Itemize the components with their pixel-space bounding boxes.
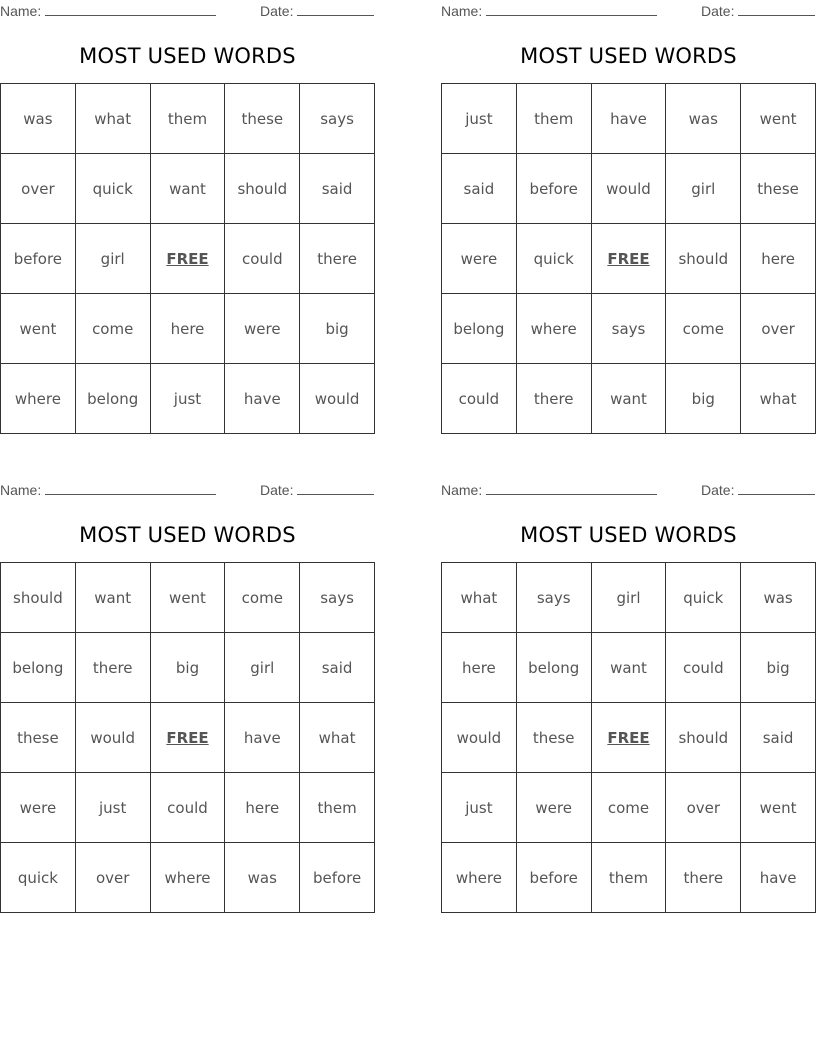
grid-row — [1, 294, 375, 364]
grid-cell: says — [591, 294, 666, 364]
grid-cell: would — [442, 703, 517, 773]
grid-cell: quick — [516, 224, 591, 294]
date-field — [701, 482, 815, 498]
grid-cell: were — [516, 773, 591, 843]
name-blank-line — [45, 482, 216, 495]
grid-row — [442, 294, 816, 364]
grid-cell: want — [591, 633, 666, 703]
grid-cell: come — [591, 773, 666, 843]
grid-cell: have — [591, 84, 666, 154]
grid-cell: went — [1, 294, 76, 364]
grid-cell: were — [442, 224, 517, 294]
grid-cell: them — [300, 773, 375, 843]
date-label: Date: — [260, 3, 294, 19]
name-field — [0, 3, 216, 19]
date-label: Date: — [701, 482, 735, 498]
grid-cell: could — [666, 633, 741, 703]
grid-cell: where — [442, 843, 517, 913]
grid-cell: over — [666, 773, 741, 843]
grid-cell: what — [741, 364, 816, 434]
grid-cell: these — [1, 703, 76, 773]
grid-cell: over — [75, 843, 150, 913]
grid-row — [442, 773, 816, 843]
grid-cell: should — [225, 154, 300, 224]
grid-cell: have — [741, 843, 816, 913]
grid-cell: were — [1, 773, 76, 843]
grid-row — [1, 84, 375, 154]
grid-row — [1, 364, 375, 434]
grid-cell: here — [442, 633, 517, 703]
grid-cell: these — [225, 84, 300, 154]
grid-cell: said — [741, 703, 816, 773]
date-blank-line — [297, 482, 374, 495]
grid-cell: these — [741, 154, 816, 224]
grid-cell: would — [591, 154, 666, 224]
grid-cell: girl — [225, 633, 300, 703]
grid-cell: big — [741, 633, 816, 703]
grid-cell: would — [300, 364, 375, 434]
date-label: Date: — [260, 482, 294, 498]
grid-cell: said — [300, 633, 375, 703]
grid-cell: should — [1, 563, 76, 633]
grid-cell: where — [1, 364, 76, 434]
name-label: Name: — [0, 3, 42, 19]
grid-cell: was — [225, 843, 300, 913]
grid-cell: them — [591, 843, 666, 913]
card-title: MOST USED WORDS — [520, 44, 737, 68]
grid-cell: could — [442, 364, 517, 434]
free-space-cell: FREE — [591, 224, 666, 294]
bingo-card-3 — [0, 479, 375, 899]
name-label: Name: — [0, 482, 42, 498]
grid-cell: went — [150, 563, 225, 633]
grid-cell: belong — [516, 633, 591, 703]
bingo-grid — [0, 83, 375, 434]
grid-row — [1, 563, 375, 633]
grid-cell: before — [516, 843, 591, 913]
grid-cell: should — [666, 224, 741, 294]
bingo-grid — [441, 562, 816, 913]
grid-row — [442, 563, 816, 633]
grid-row — [442, 633, 816, 703]
grid-cell: quick — [666, 563, 741, 633]
grid-cell: were — [225, 294, 300, 364]
grid-cell: big — [150, 633, 225, 703]
bingo-card-1 — [0, 0, 375, 420]
name-blank-line — [45, 3, 216, 16]
grid-cell: says — [300, 84, 375, 154]
grid-row — [1, 843, 375, 913]
grid-cell: was — [666, 84, 741, 154]
grid-cell: was — [1, 84, 76, 154]
date-field — [260, 482, 374, 498]
grid-cell: come — [225, 563, 300, 633]
grid-cell: there — [75, 633, 150, 703]
bingo-grid — [0, 562, 375, 913]
grid-cell: big — [666, 364, 741, 434]
grid-cell: here — [150, 294, 225, 364]
grid-cell: before — [300, 843, 375, 913]
grid-cell: said — [442, 154, 517, 224]
grid-cell: quick — [1, 843, 76, 913]
free-space-cell: FREE — [150, 224, 225, 294]
name-blank-line — [486, 3, 657, 16]
grid-cell: over — [1, 154, 76, 224]
grid-cell: big — [300, 294, 375, 364]
date-blank-line — [738, 3, 815, 16]
name-label: Name: — [441, 482, 483, 498]
grid-cell: what — [442, 563, 517, 633]
grid-cell: before — [516, 154, 591, 224]
grid-cell: could — [225, 224, 300, 294]
date-label: Date: — [701, 3, 735, 19]
grid-cell: just — [442, 773, 517, 843]
grid-cell: just — [150, 364, 225, 434]
grid-cell: just — [75, 773, 150, 843]
grid-cell: said — [300, 154, 375, 224]
grid-cell: want — [591, 364, 666, 434]
grid-cell: where — [516, 294, 591, 364]
bingo-card-4 — [441, 479, 816, 899]
grid-cell: quick — [75, 154, 150, 224]
grid-cell: there — [516, 364, 591, 434]
grid-cell: here — [225, 773, 300, 843]
grid-cell: want — [75, 563, 150, 633]
grid-cell: says — [516, 563, 591, 633]
date-blank-line — [738, 482, 815, 495]
grid-row — [442, 84, 816, 154]
grid-row — [1, 633, 375, 703]
grid-cell: just — [442, 84, 517, 154]
grid-row — [1, 703, 375, 773]
grid-cell: want — [150, 154, 225, 224]
grid-cell: there — [300, 224, 375, 294]
grid-cell: was — [741, 563, 816, 633]
grid-row — [1, 224, 375, 294]
name-blank-line — [486, 482, 657, 495]
date-field — [260, 3, 374, 19]
grid-cell: what — [75, 84, 150, 154]
grid-row — [1, 773, 375, 843]
grid-cell: belong — [1, 633, 76, 703]
grid-cell: what — [300, 703, 375, 773]
grid-cell: them — [150, 84, 225, 154]
grid-cell: come — [666, 294, 741, 364]
card-title: MOST USED WORDS — [520, 523, 737, 547]
grid-cell: there — [666, 843, 741, 913]
grid-row — [442, 224, 816, 294]
grid-cell: where — [150, 843, 225, 913]
date-field — [701, 3, 815, 19]
grid-cell: them — [516, 84, 591, 154]
bingo-card-2 — [441, 0, 816, 420]
grid-cell: girl — [75, 224, 150, 294]
name-label: Name: — [441, 3, 483, 19]
grid-cell: belong — [75, 364, 150, 434]
grid-cell: come — [75, 294, 150, 364]
grid-cell: girl — [591, 563, 666, 633]
grid-cell: belong — [442, 294, 517, 364]
name-field — [441, 482, 657, 498]
grid-cell: went — [741, 773, 816, 843]
grid-cell: could — [150, 773, 225, 843]
grid-row — [442, 843, 816, 913]
free-space-cell: FREE — [591, 703, 666, 773]
card-title: MOST USED WORDS — [79, 44, 296, 68]
name-field — [441, 3, 657, 19]
grid-row — [442, 703, 816, 773]
grid-cell: these — [516, 703, 591, 773]
grid-row — [1, 154, 375, 224]
card-title: MOST USED WORDS — [79, 523, 296, 547]
grid-cell: have — [225, 703, 300, 773]
name-field — [0, 482, 216, 498]
grid-cell: went — [741, 84, 816, 154]
grid-cell: before — [1, 224, 76, 294]
grid-row — [442, 154, 816, 224]
grid-cell: should — [666, 703, 741, 773]
grid-cell: over — [741, 294, 816, 364]
grid-cell: girl — [666, 154, 741, 224]
grid-cell: would — [75, 703, 150, 773]
free-space-cell: FREE — [150, 703, 225, 773]
date-blank-line — [297, 3, 374, 16]
grid-cell: here — [741, 224, 816, 294]
grid-cell: says — [300, 563, 375, 633]
grid-cell: have — [225, 364, 300, 434]
bingo-grid — [441, 83, 816, 434]
grid-row — [442, 364, 816, 434]
